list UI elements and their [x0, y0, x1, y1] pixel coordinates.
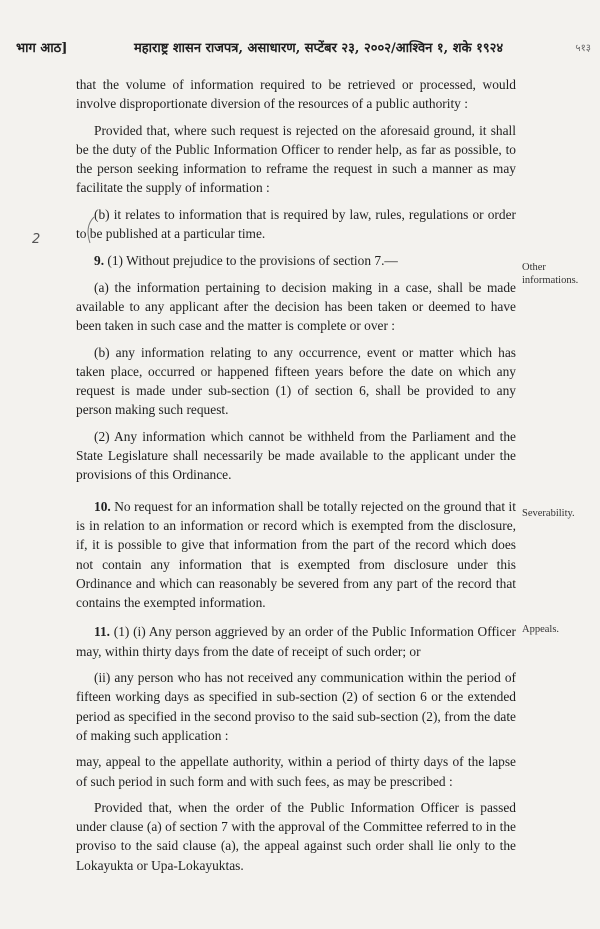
section-11-clause-ii: (ii) any person who has not received any communication within the period of fifteen working days as specified in sub-section (2) of section 6 or the extended period as specified in the second proviso to the said sub-section (2), from the date of making such application :: [76, 670, 516, 743]
section-10-number: 10.: [94, 498, 111, 514]
section-11-may-appeal: may, appeal to the appellate authority, within a period of thirty days of the lapse of such period in such form and with such fees, as may be prescribed :: [76, 754, 516, 789]
side-note-appeals: Appeals.: [522, 624, 560, 635]
handwritten-margin-note: 2: [32, 232, 41, 247]
section-9-intro: [76, 251, 516, 270]
header-gazette-title: महाराष्ट्र शासन राजपत्र, असाधारण, सप्टेंबर २३, २००२/आश्विन १, शके १९२४: [134, 41, 504, 56]
page-header: [16, 38, 591, 58]
document-body: [76, 75, 516, 882]
header-part-label: भाग आठ]: [16, 41, 68, 56]
section-9-subsection-2: (2) Any information which cannot be withheld from the Parliament and the State Legislature shall necessarily be made available to the applicant under the provisions of this Ordinance.: [76, 428, 516, 483]
section-11-clause-i: [76, 622, 516, 661]
header-page-number: ५१३: [575, 43, 591, 54]
side-note-severability: Severability.: [522, 508, 575, 519]
paragraph-clause-b: (b) it relates to information that is required by law, rules, regulations or order to be published at a particular time.: [76, 206, 516, 242]
section-10-text: No request for an information shall be totally rejected on the ground that it is in relation to an information or record which is exempted from the disclosure, if, it is possible to give that information from the part of the record which does not contain any information that is exempted from disclosure under this Ordinance and which can reasonably be severed from any part of the record that contains the exempted information.: [76, 498, 516, 611]
paragraph-proviso: Provided that, where such request is rejected on the aforesaid ground, it shall be the duty of the Public Information Officer to render help, as far as possible, to the person seeking information to reframe the request in such a manner as may facilitate the supply of information :: [76, 122, 516, 196]
section-11-proviso: Provided that, when the order of the Public Information Officer is passed under clause (a) of section 7 with the approval of the Committee referred to in the proviso to the said clause (a), the appeal against such order shall lie only to the Lokayukta or Upa-Lokayuktas.: [76, 799, 516, 873]
section-9-clause-b: (b) any information relating to any occurrence, event or matter which has taken place, occurred or happened fifteen years before the date on which any request is made under sub-section (1) of section 6, shall be provided to any person making such request.: [76, 344, 516, 418]
section-9-clause-a: (a) the information pertaining to decision making in a case, shall be made available to any applicant after the decision has been taken or deemed to have been taken in such case and the matter is complete or over :: [76, 279, 516, 334]
section-10: [76, 497, 516, 613]
section-11-number: 11.: [94, 624, 110, 640]
side-note-other-informations: Other informations.: [522, 262, 579, 286]
section-9-number: 9.: [94, 253, 105, 269]
section-9-intro-text: (1) Without prejudice to the provisions of section 7.—: [107, 253, 398, 269]
paragraph-continuation: that the volume of information required to be retrieved or processed, would involve disproportionate diversion of the resources of a public authority :: [76, 77, 516, 112]
section-11-clause-i-text: (1) (i) Any person aggrieved by an order of the Public Information Officer may, within thirty days from the date of receipt of such order; or: [76, 624, 516, 659]
